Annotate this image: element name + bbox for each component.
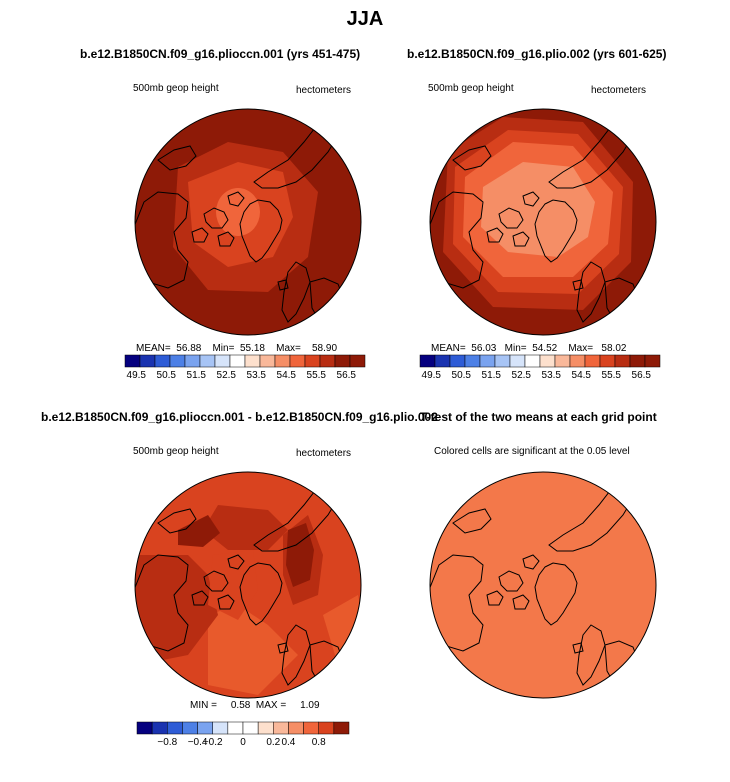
colorbar-box	[540, 355, 555, 367]
colorbar-tick-label: 56.5	[336, 370, 356, 381]
colorbar-tick-label: 53.5	[541, 370, 561, 381]
colorbar-tick-label: 51.5	[186, 370, 206, 381]
colorbar-box	[155, 355, 170, 367]
map-panel1	[118, 92, 378, 352]
min-value: 54.52	[532, 343, 558, 354]
colorbar-tick-label: −0.8	[157, 737, 178, 748]
colorbar-box	[320, 355, 335, 367]
colorbar-box	[260, 355, 275, 367]
colorbar-box	[215, 355, 230, 367]
mean-label: MEAN=	[136, 343, 171, 354]
panel1-right-label: hectometers	[296, 85, 352, 96]
colorbar-box	[350, 355, 365, 367]
colorbar-box	[600, 355, 615, 367]
max-label: MAX =	[255, 700, 287, 711]
colorbar-box	[288, 722, 303, 734]
colorbar-box	[230, 355, 245, 367]
mean-value: 56.88	[176, 343, 202, 354]
colorbar-tick-label: 50.5	[451, 370, 471, 381]
colorbar-tick-label: 52.5	[511, 370, 531, 381]
colorbar-box	[170, 355, 185, 367]
panel3-title: b.e12.B1850CN.f09_g16.plioccn.001 - b.e12.B1850CN.f09_g16.plio.002	[41, 410, 438, 424]
colorbar-tick-label: 51.5	[481, 370, 501, 381]
panel4-left-label: Colored cells are significant at the 0.05 level	[434, 446, 630, 457]
colorbar-box	[213, 722, 228, 734]
contour-region	[216, 188, 260, 236]
colorbar-tick-label: −0.4	[187, 737, 208, 748]
colorbar-tick-label: 54.5	[276, 370, 296, 381]
colorbar-box	[290, 355, 305, 367]
colorbar-tick-label: 0	[240, 737, 246, 748]
mean-value: 56.03	[471, 343, 497, 354]
mean-label: MEAN=	[431, 343, 466, 354]
max-value: 58.02	[601, 343, 627, 354]
colorbar-tick-label: 0.2	[266, 737, 281, 748]
colorbar-tick-label: 49.5	[126, 370, 146, 381]
colorbar-tick-label: 56.5	[631, 370, 651, 381]
colorbar-box	[198, 722, 213, 734]
colorbar-box	[185, 355, 200, 367]
colorbar-tick-label: 54.5	[571, 370, 591, 381]
panel2-left-label: 500mb geop height	[428, 83, 514, 94]
colorbar-box	[182, 722, 197, 734]
colorbar-box	[420, 355, 435, 367]
colorbar-box	[465, 355, 480, 367]
max-value: 58.90	[311, 343, 338, 354]
colorbar-box	[334, 722, 349, 734]
panel4-title: T-test of the two means at each grid point	[420, 410, 657, 424]
colorbar-tick-label: 53.5	[246, 370, 266, 381]
min-value: 55.18	[239, 343, 265, 354]
panel2-right-label: hectometers	[591, 85, 647, 96]
colorbar-box	[570, 355, 585, 367]
map-panel4	[413, 455, 673, 715]
max-label: Max=	[276, 343, 301, 354]
colorbar-panel2	[420, 355, 660, 381]
colorbar-box	[258, 722, 273, 734]
colorbar-tick-label: 0.8	[311, 737, 326, 748]
colorbar-box	[137, 722, 152, 734]
figure-title: JJA	[346, 8, 384, 30]
colorbar-box	[319, 722, 334, 734]
colorbar-box	[585, 355, 600, 367]
colorbar-box	[525, 355, 540, 367]
panel3-right-label: hectometers	[296, 448, 352, 459]
colorbar-box	[167, 722, 182, 734]
colorbar-tick-label: 52.5	[216, 370, 236, 381]
colorbar-box	[305, 355, 320, 367]
colorbar-panel1	[125, 355, 365, 381]
colorbar-box	[140, 355, 155, 367]
colorbar-box	[335, 355, 350, 367]
colorbar-box	[245, 355, 260, 367]
colorbar-box	[510, 355, 525, 367]
min-label: Min=	[212, 343, 235, 354]
colorbar-box	[304, 722, 319, 734]
colorbar-box	[450, 355, 465, 367]
min-label: Min=	[504, 343, 527, 354]
panel1-left-label: 500mb geop height	[133, 83, 219, 94]
colorbar-tick-label: 49.5	[421, 370, 441, 381]
colorbar-tick-label: 55.5	[306, 370, 326, 381]
colorbar-panel3	[137, 722, 349, 748]
colorbar-tick-label: 0.4	[281, 737, 296, 748]
colorbar-box	[615, 355, 630, 367]
max-value: 1.09	[300, 700, 320, 711]
colorbar-box	[555, 355, 570, 367]
colorbar-tick-label: 50.5	[156, 370, 176, 381]
colorbar-box	[645, 355, 660, 367]
colorbar-box	[435, 355, 450, 367]
colorbar-box	[125, 355, 140, 367]
max-label: Max=	[568, 343, 594, 354]
colorbar-tick-label: −0.2	[202, 737, 223, 748]
panel3-left-label: 500mb geop height	[133, 446, 219, 457]
panel1-title: b.e12.B1850CN.f09_g16.plioccn.001 (yrs 451-475)	[80, 47, 361, 61]
map-panel3	[118, 455, 378, 715]
colorbar-box	[495, 355, 510, 367]
colorbar-box	[273, 722, 288, 734]
colorbar-tick-label: 55.5	[601, 370, 621, 381]
min-label: MIN =	[190, 700, 217, 711]
panel2-title: b.e12.B1850CN.f09_g16.plio.002 (yrs 601-625)	[407, 47, 667, 61]
colorbar-box	[275, 355, 290, 367]
colorbar-box	[480, 355, 495, 367]
colorbar-box	[200, 355, 215, 367]
colorbar-box	[152, 722, 167, 734]
contour-region	[413, 455, 673, 715]
map-panel2	[413, 92, 673, 352]
colorbar-box	[228, 722, 243, 734]
colorbar-box	[243, 722, 258, 734]
min-value: 0.58	[230, 700, 251, 711]
colorbar-box	[630, 355, 645, 367]
